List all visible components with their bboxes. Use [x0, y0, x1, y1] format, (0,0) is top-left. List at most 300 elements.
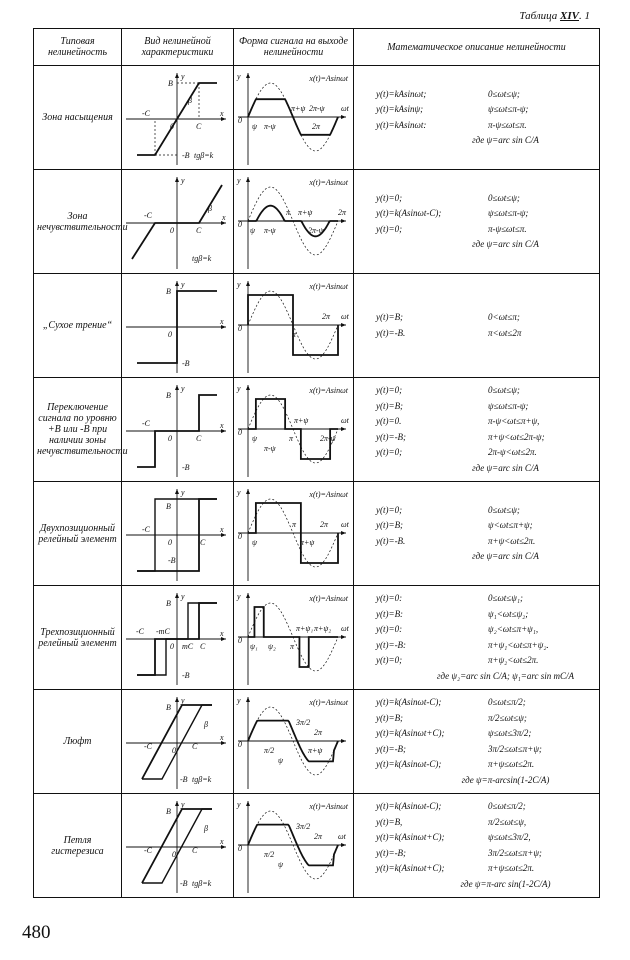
- wave-label: ψ: [278, 859, 283, 869]
- y-axis-arrow: [175, 385, 179, 390]
- equation-range: π-ψ≤ωt≤π.: [488, 119, 527, 130]
- char-label: B: [166, 806, 171, 816]
- equation: y(t)=-B;: [376, 431, 407, 442]
- char-label: C: [200, 537, 206, 547]
- waveform-plot: [234, 587, 352, 689]
- x-axis-arrow: [341, 219, 346, 223]
- char-label: -C: [142, 418, 150, 428]
- equation-range: 2π-ψ<ωt≤2π.: [488, 447, 537, 457]
- equation: y(t)=B;: [376, 712, 404, 723]
- equation: y(t)=k(Asinωt-C);: [376, 801, 442, 811]
- y-axis-arrow: [246, 489, 250, 494]
- equation-line: [376, 711, 595, 727]
- y-axis-arrow: [246, 697, 250, 702]
- psi-definition: где ψ=π-arc sin(1-2C/A): [460, 878, 551, 889]
- wave-label: 3π/2: [296, 821, 311, 831]
- nonlinearity-name: Зона насыщения: [34, 66, 122, 170]
- equation: y(t)=B:: [376, 608, 404, 619]
- char-label: C: [192, 741, 198, 751]
- math-description: [354, 66, 600, 170]
- wave-label: x(t)=Asinωt: [309, 73, 348, 83]
- wave-label: π: [292, 329, 297, 339]
- table-row: [34, 586, 600, 690]
- y-axis-arrow: [175, 177, 179, 182]
- equation-range: 0<ωt≤π;: [488, 312, 520, 322]
- y-axis-arrow: [175, 73, 179, 78]
- y-axis-arrow: [246, 593, 250, 598]
- equation-range: ψ≤ωt≤π-ψ;: [488, 400, 529, 411]
- equation-range: ψ≤ωt≤3π/2;: [488, 728, 532, 738]
- equation-line: [376, 310, 595, 326]
- x-axis-arrow: [341, 531, 346, 535]
- wave-label: 2π-ψ: [309, 103, 325, 113]
- characteristic-cell: [122, 482, 234, 586]
- equation-range: ψ≤ωt≤π-ψ;: [488, 104, 529, 114]
- char-label: -C: [142, 108, 150, 118]
- characteristic-plot: [122, 67, 232, 169]
- char-label: B: [166, 598, 171, 608]
- equation-range: 0≤ωt≤π/2;: [488, 801, 526, 811]
- caption-number: XIV: [560, 10, 579, 22]
- equation: y(t)=k(Asinωt+C);: [376, 832, 445, 842]
- char-label: B: [168, 78, 173, 88]
- char-label: tgβ=k: [194, 150, 214, 160]
- equation-range: 0≤ωt≤π/2;: [488, 697, 526, 707]
- waveform-cell: [234, 690, 354, 794]
- equation-range: π/2≤ωt≤ψ,: [488, 816, 527, 827]
- wave-label: π+ψ: [300, 537, 315, 547]
- table-row: [34, 482, 600, 586]
- char-label: -B: [182, 358, 190, 368]
- equation: y(t)=k(Asinωt-C);: [376, 208, 442, 218]
- nonlinearity-table: [33, 28, 600, 898]
- equation: y(t)=kAsinωt:: [376, 119, 427, 130]
- char-label: C: [200, 641, 206, 651]
- char-label: B: [166, 286, 171, 296]
- y-axis-arrow: [246, 385, 250, 390]
- equation: y(t)=k(Asinωt+C);: [376, 863, 445, 873]
- wave-label: ωt: [341, 415, 349, 425]
- char-label: y: [181, 799, 185, 809]
- y-axis-arrow: [175, 489, 179, 494]
- y-axis-arrow: [246, 801, 250, 806]
- equation-range: π+ψ<ωt≤2π.: [488, 535, 536, 546]
- equation-range: 0≤ωt≤ψ;: [488, 192, 520, 203]
- equation-line: [376, 607, 595, 623]
- y-axis-arrow: [175, 801, 179, 806]
- waveform-plot: [234, 171, 352, 273]
- equation-line: [376, 191, 595, 207]
- equation: y(t)=B;: [376, 400, 404, 411]
- equation-line: [376, 622, 595, 638]
- wave-label: 0: [238, 843, 242, 853]
- y-axis-arrow: [246, 73, 250, 78]
- char-label: -B: [182, 670, 190, 680]
- math-description: [354, 794, 600, 898]
- wave-label: ωt: [341, 519, 349, 529]
- characteristic-plot: [122, 483, 232, 585]
- equation: y(t)=k(Asinωt-C);: [376, 697, 442, 707]
- characteristic-plot: [122, 171, 232, 273]
- table-row: [34, 794, 600, 898]
- wave-label: ωt: [341, 103, 349, 113]
- wave-label: x(t)=Asinωt: [309, 385, 348, 395]
- waveform-cell: [234, 378, 354, 482]
- wave-label: 2π: [322, 311, 331, 321]
- wave-label: y: [237, 695, 241, 705]
- char-label: y: [181, 71, 185, 81]
- equation-range: π+ψ<ωt≤2π-ψ;: [488, 431, 545, 442]
- wave-label: 3π/2: [296, 717, 311, 727]
- equation: y(t)=k(Asinωt+C);: [376, 728, 445, 738]
- waveform-cell: [234, 586, 354, 690]
- equation: y(t)=B,: [376, 816, 403, 827]
- char-label: 0: [168, 329, 172, 339]
- equation-range: π+ψ≤ωt≤2π.: [488, 759, 535, 769]
- table-header-row: [34, 29, 600, 66]
- caption-suffix: . 1: [579, 10, 590, 22]
- wave-label: 0: [238, 427, 242, 437]
- equation-line: [376, 534, 595, 550]
- equation-range: π-ψ<ωt≤π+ψ,: [488, 416, 540, 426]
- char-label: β: [204, 719, 208, 729]
- equation-line: [376, 430, 595, 446]
- char-label: β: [208, 203, 212, 213]
- page-number: 480: [22, 922, 51, 943]
- equation-line: [376, 222, 595, 238]
- wave-label: π-ψ: [264, 443, 276, 453]
- equation: y(t)=-B:: [376, 639, 407, 650]
- wave-label: π: [290, 641, 295, 651]
- char-label: mC: [182, 641, 194, 651]
- equation-line: [376, 399, 595, 415]
- math-description: [354, 690, 600, 794]
- equation-range: ψ≤ωt≤3π/2,: [488, 832, 531, 842]
- characteristic-cell: [122, 170, 234, 274]
- characteristic-plot: [122, 795, 232, 897]
- wave-label: ψ₁: [250, 641, 258, 651]
- char-label: B: [166, 702, 171, 712]
- nonlinearity-name: Двухпозиционный релейный элемент: [34, 482, 122, 586]
- equation-range: 0≤ωt≤ψ;: [488, 385, 520, 395]
- table-row: [34, 274, 600, 378]
- equation-line: [376, 87, 595, 103]
- wave-label: x(t)=Asinωt: [309, 593, 348, 603]
- equation: y(t)=k(Asinωt-C);: [376, 759, 442, 769]
- wave-label: y: [237, 71, 241, 81]
- waveform-cell: [234, 794, 354, 898]
- char-label: x: [220, 316, 224, 326]
- char-label: C: [196, 433, 202, 443]
- math-description: [354, 378, 600, 482]
- char-label: 0: [168, 537, 172, 547]
- equation: y(t)=0:: [376, 624, 403, 634]
- nonlinearity-name: Переключение сигнала по уровню +B или -B при наличии зоны нечувствительности: [34, 378, 122, 482]
- equation-range: 0≤ωt≤ψ;: [488, 88, 520, 99]
- equation-line: [376, 445, 595, 461]
- wave-label: x(t)=Asinωt: [309, 697, 348, 707]
- equation: y(t)=0.: [376, 416, 402, 426]
- y-axis-arrow: [246, 177, 250, 182]
- char-label: C: [192, 845, 198, 855]
- equation-line: [376, 118, 595, 134]
- waveform-cell: [234, 274, 354, 378]
- math-description: [354, 170, 600, 274]
- wave-label: π-ψ: [264, 121, 276, 131]
- psi-definition: где ψ=π-arcsin(1-2C/A): [461, 774, 550, 785]
- header-type: Типовая нелинейность: [34, 29, 122, 66]
- equation-range: π+ψ₁<ωt≤π+ψ₂.: [488, 639, 549, 650]
- equation-range: 3π/2≤ωt≤π+ψ;: [488, 743, 542, 754]
- equation-line: [376, 846, 595, 862]
- characteristic-cell: [122, 690, 234, 794]
- equation-range: 0≤ωt≤ψ₁;: [488, 593, 523, 603]
- wave-label: 2π: [314, 727, 323, 737]
- math-description: [354, 274, 600, 378]
- wave-label: 2π: [312, 121, 321, 131]
- char-label: 0: [170, 121, 174, 131]
- x-axis-arrow: [341, 427, 346, 431]
- wave-label: ωt: [341, 311, 349, 321]
- table-row: [34, 378, 600, 482]
- equation-line: [376, 383, 595, 399]
- equation-line: [376, 726, 595, 742]
- equation-line: [376, 638, 595, 654]
- equation-range: π-ψ≤ωt≤π.: [488, 223, 527, 234]
- wave-label: 0: [238, 219, 242, 229]
- table-row: [34, 66, 600, 170]
- char-label: -mC: [156, 626, 170, 636]
- wave-label: y: [237, 383, 241, 393]
- char-label: 0: [172, 745, 176, 755]
- characteristic-plot: [122, 691, 232, 793]
- table-row: [34, 170, 600, 274]
- equation: y(t)=0;: [376, 504, 403, 515]
- wave-label: π+ψ: [298, 207, 313, 217]
- nonlinearity-name: „Сухое трение“: [34, 274, 122, 378]
- equation-line: [376, 414, 595, 430]
- characteristic-plot: [122, 587, 232, 689]
- wave-label: 0: [238, 531, 242, 541]
- char-label: -B: [180, 878, 188, 888]
- char-label: C: [196, 121, 202, 131]
- nonlinearity-name: Трехпозиционный релейный элемент: [34, 586, 122, 690]
- wave-label: π: [292, 519, 297, 529]
- equation-line: [376, 206, 595, 222]
- equation-line: [376, 102, 595, 118]
- header-waveform: Форма сигнала на выходе нелинейности: [234, 29, 354, 66]
- equation: y(t)=kAsinψ;: [376, 104, 424, 114]
- char-label: tgβ=k: [192, 253, 212, 263]
- equation-range: ψ₂<ωt≤π+ψ₁,: [488, 624, 539, 634]
- wave-label: ωt: [338, 831, 346, 841]
- char-label: 0: [170, 641, 174, 651]
- waveform-plot: [234, 795, 352, 897]
- y-axis-arrow: [246, 281, 250, 286]
- characteristic-cell: [122, 586, 234, 690]
- char-label: y: [181, 695, 185, 705]
- char-label: 0: [172, 849, 176, 859]
- wave-label: y: [237, 591, 241, 601]
- equation: y(t)=B;: [376, 520, 404, 530]
- wave-label: 2π-ψ: [320, 433, 336, 443]
- waveform-plot: [234, 379, 352, 481]
- char-label: -C: [142, 524, 150, 534]
- char-label: x: [220, 524, 224, 534]
- wave-label: ψ: [278, 755, 283, 765]
- char-label: -C: [136, 626, 144, 636]
- equation-range: π+ψ≤ωt≤2π.: [488, 863, 535, 873]
- psi-definition: где ψ=arc sin C/A: [472, 239, 539, 249]
- equation: y(t)=-B;: [376, 847, 407, 858]
- wave-label: π+ψ: [294, 415, 309, 425]
- math-description: [354, 482, 600, 586]
- equation: y(t)=0;: [376, 447, 403, 457]
- char-label: x: [220, 108, 224, 118]
- wave-label: x(t)=Asinωt: [309, 801, 348, 811]
- table-row: [34, 690, 600, 794]
- char-label: y: [181, 591, 185, 601]
- equation: y(t)=B;: [376, 312, 404, 322]
- caption-prefix: Таблица: [519, 10, 561, 22]
- equation-range: ψ≤ωt≤π-ψ;: [488, 208, 529, 218]
- math-description: [354, 586, 600, 690]
- characteristic-cell: [122, 66, 234, 170]
- header-characteristic: Вид нелинейной характеристики: [122, 29, 234, 66]
- equation: y(t)=-B.: [376, 535, 406, 546]
- equation-range: ψ<ωt≤π+ψ;: [488, 520, 533, 530]
- waveform-cell: [234, 482, 354, 586]
- characteristic-plot: [122, 379, 232, 481]
- wave-label: y: [237, 799, 241, 809]
- y-axis-arrow: [175, 281, 179, 286]
- characteristic-cell: [122, 378, 234, 482]
- wave-label: y: [237, 279, 241, 289]
- char-label: y: [181, 279, 185, 289]
- wave-label: y: [237, 487, 241, 497]
- wave-label: y: [237, 175, 241, 185]
- char-label: 0: [170, 225, 174, 235]
- equation-line: [376, 757, 595, 773]
- wave-label: 2π: [338, 207, 347, 217]
- equation: y(t)=0:: [376, 593, 403, 603]
- equation-line: [376, 653, 595, 669]
- equation-line: [376, 799, 595, 815]
- wave-label: 2π-ψ: [308, 225, 324, 235]
- x-axis-arrow: [341, 843, 346, 847]
- wave-label: π-ψ: [264, 225, 276, 235]
- char-label: B: [166, 390, 171, 400]
- psi-definition: где ψ=arc sin C/A: [472, 462, 539, 473]
- equation: y(t)=0;: [376, 655, 403, 665]
- equation-line: [376, 742, 595, 758]
- char-label: -B: [182, 462, 190, 472]
- wave-label: 0: [238, 739, 242, 749]
- x-axis-arrow: [341, 323, 346, 327]
- equation-range: 0≤ωt≤ψ;: [488, 504, 520, 515]
- wave-label: π/2: [264, 745, 275, 755]
- equation-line: [376, 695, 595, 711]
- waveform-cell: [234, 66, 354, 170]
- characteristic-cell: [122, 274, 234, 378]
- equation-range: π<ωt≤2π: [488, 327, 522, 338]
- char-label: y: [181, 383, 185, 393]
- equation: y(t)=0;: [376, 385, 403, 395]
- wave-label: 0: [238, 115, 242, 125]
- equation-line: [376, 861, 595, 877]
- wave-label: ψ₂: [268, 641, 276, 651]
- char-label: x: [220, 628, 224, 638]
- wave-label: 2π: [314, 831, 323, 841]
- wave-label: x(t)=Asinωt: [309, 489, 348, 499]
- equation-line: [376, 815, 595, 831]
- wave-label: x(t)=Asinωt: [309, 177, 348, 187]
- wave-label: π: [289, 433, 294, 443]
- wave-label: π+ψ: [308, 745, 323, 755]
- equation: y(t)=-B;: [376, 743, 407, 754]
- waveform-plot: [234, 275, 352, 377]
- table-caption: [519, 10, 590, 22]
- wave-label: π: [286, 207, 291, 217]
- equation-line: [376, 503, 595, 519]
- wave-label: π+ψ₂: [314, 623, 332, 633]
- waveform-plot: [234, 483, 352, 585]
- char-label: y: [181, 487, 185, 497]
- x-axis-arrow: [341, 115, 346, 119]
- wave-label: π+ψ: [291, 103, 306, 113]
- header-math: Математическое описание нелинейности: [354, 29, 600, 66]
- x-axis-arrow: [341, 739, 346, 743]
- waveform-plot: [234, 691, 352, 793]
- equation-line: [376, 326, 595, 342]
- char-label: x: [220, 836, 224, 846]
- x-axis-arrow: [341, 635, 346, 639]
- char-label: x: [222, 212, 226, 222]
- char-label: C: [196, 225, 202, 235]
- char-label: tgβ=k: [192, 878, 212, 888]
- char-label: B: [166, 501, 171, 511]
- char-label: -C: [144, 845, 152, 855]
- wave-label: ψ: [252, 121, 257, 131]
- char-label: tgβ=k: [192, 774, 212, 784]
- char-label: y: [181, 175, 185, 185]
- equation: y(t)=kAsinωt;: [376, 88, 427, 99]
- char-label: -C: [144, 741, 152, 751]
- waveform-plot: [234, 67, 352, 169]
- equation-range: π/2≤ωt≤ψ;: [488, 712, 527, 723]
- psi-definition: где ψ=arc sin C/A: [472, 551, 539, 561]
- wave-label: ωt: [341, 623, 349, 633]
- wave-label: 2π: [320, 519, 329, 529]
- char-label: -B: [180, 774, 188, 784]
- equation: y(t)=0;: [376, 223, 403, 234]
- nonlinearity-name: Зона нечувствительности: [34, 170, 122, 274]
- char-label: β: [188, 95, 192, 105]
- char-label: 0: [168, 433, 172, 443]
- characteristic-cell: [122, 794, 234, 898]
- psi-definition: где ψ₂=arc sin C/A; ψ₁=arc sin mC/A: [436, 670, 575, 681]
- equation-line: [376, 830, 595, 846]
- nonlinearity-name: Люфт: [34, 690, 122, 794]
- equation-range: 3π/2≤ωt≤π+ψ;: [488, 847, 542, 858]
- psi-definition: где ψ=arc sin C/A: [472, 135, 539, 145]
- equation: y(t)=-B.: [376, 327, 406, 338]
- equation-line: [376, 518, 595, 534]
- characteristic-plot: [122, 275, 232, 377]
- char-label: -B: [168, 555, 176, 565]
- equation-range: π+ψ₂<ωt≤2π.: [488, 655, 539, 665]
- wave-label: 0: [238, 635, 242, 645]
